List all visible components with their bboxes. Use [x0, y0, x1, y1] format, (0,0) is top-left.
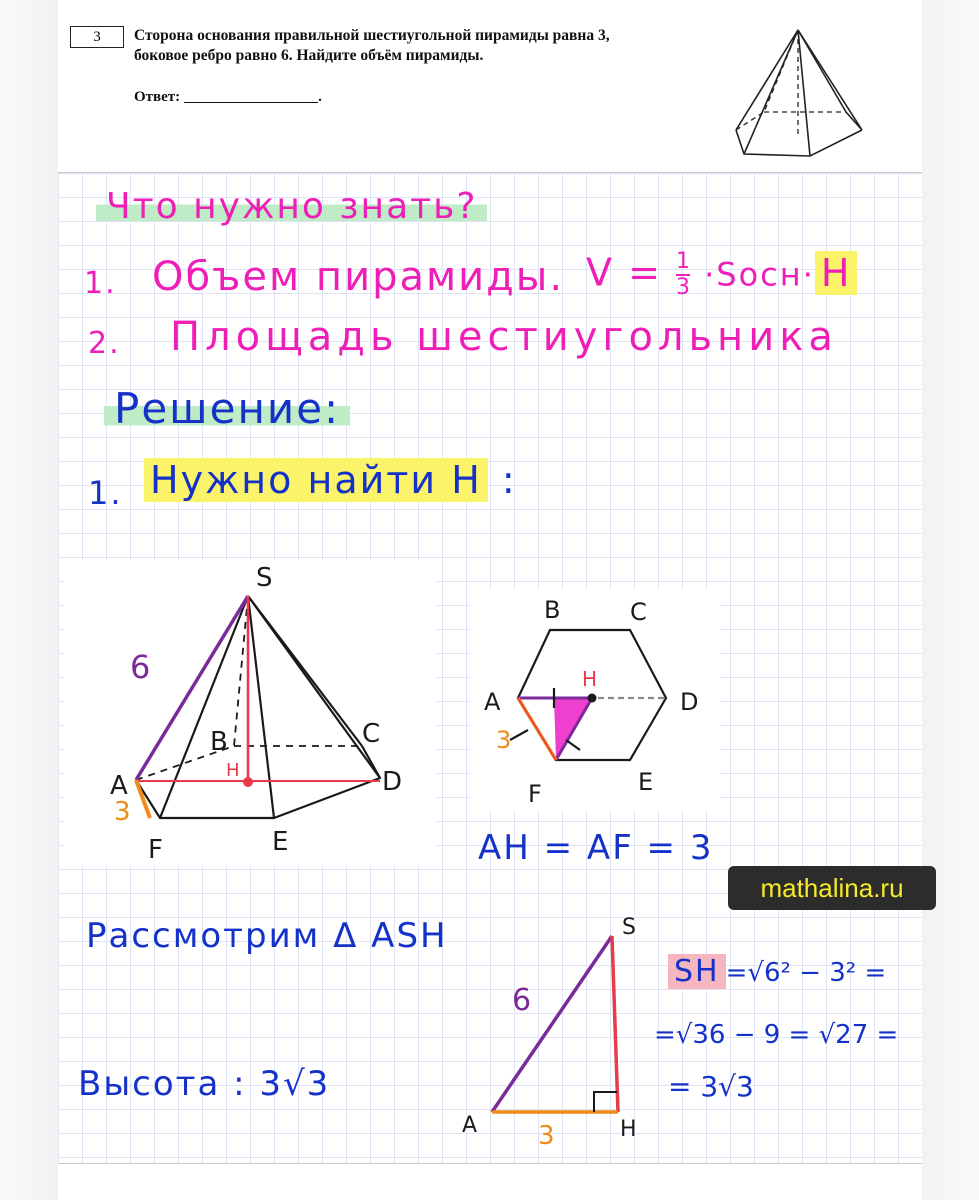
- consider-triangle-heading: Рассмотрим Δ ASH: [86, 916, 448, 956]
- label-s: S: [622, 915, 636, 940]
- formula-v: V =: [586, 250, 662, 295]
- formula-fraction: [676, 250, 690, 300]
- item-1-num: 1.: [84, 266, 117, 301]
- label-f: F: [528, 780, 542, 808]
- triangle-ash-diagram: [456, 906, 686, 1151]
- label-d: D: [382, 767, 403, 797]
- label-f: F: [148, 835, 163, 865]
- left-margin: [0, 0, 58, 1200]
- edge-length-label: 6: [130, 648, 151, 686]
- formula-h: H: [815, 251, 858, 295]
- task-pyramid-figure: [730, 26, 870, 161]
- answer-row: [134, 88, 322, 106]
- label-b: B: [544, 596, 561, 624]
- label-h: H: [620, 1117, 637, 1142]
- point-h: [243, 777, 253, 787]
- step-1-text: Нужно найти H :: [144, 458, 517, 502]
- label-a: A: [462, 1113, 478, 1138]
- need-to-know-heading: Что нужно знать?: [96, 186, 487, 227]
- formula-rest: ·Sосн·: [704, 255, 815, 294]
- calc-line-3: = 3√3: [668, 1070, 754, 1103]
- label-h: H: [226, 760, 240, 781]
- task-line-1: Сторона основания правильной шестиугольной пирамиды равна 3,: [134, 27, 610, 44]
- solution-heading: Решение:: [104, 384, 350, 433]
- fraction-denominator: 3: [676, 275, 691, 300]
- answer-label: Ответ:: [134, 89, 181, 105]
- fraction-numerator: 1: [676, 249, 691, 274]
- label-c: C: [362, 719, 381, 749]
- task-number: 3: [70, 26, 124, 48]
- right-margin: [922, 0, 979, 1200]
- height-result: Высота : 3√3: [78, 1064, 331, 1104]
- sh-label: SH: [668, 954, 726, 989]
- calc-line-1: [668, 954, 886, 989]
- label-d: D: [680, 688, 699, 716]
- pyramid-diagram: [64, 560, 436, 866]
- side-length-label: 3: [496, 726, 512, 754]
- equality-ah-af: AH = AF = 3: [478, 828, 714, 868]
- right-angle-mark: [594, 1092, 617, 1112]
- item-2-text: Площадь шестиугольника: [170, 314, 838, 360]
- hypotenuse-label: 6: [512, 983, 532, 1018]
- leg-sh: [612, 936, 618, 1112]
- hexagon-diagram: [470, 590, 720, 810]
- center-h: [588, 694, 597, 703]
- label-h: H: [582, 667, 598, 691]
- label-c: C: [630, 598, 647, 626]
- calc-line-2: =√36 − 9 = √27 =: [654, 1020, 899, 1050]
- label-s: S: [256, 563, 273, 593]
- label-b: B: [210, 727, 228, 757]
- step-1-num: 1.: [88, 474, 123, 512]
- item-1-text: Объем пирамиды.: [152, 254, 565, 300]
- task-statement: [134, 26, 694, 66]
- label-a: A: [484, 688, 501, 716]
- hypotenuse-as: [492, 936, 612, 1112]
- volume-formula: [586, 250, 857, 300]
- answer-tail: .: [318, 89, 322, 105]
- item-2-num: 2.: [88, 326, 121, 361]
- task-line-2: боковое ребро равно 6. Найдите объём пирамиды.: [134, 47, 484, 64]
- calc-1: =√6² − 3² =: [725, 958, 887, 988]
- label-e: E: [638, 768, 654, 796]
- label-e: E: [272, 827, 289, 857]
- base-label: 3: [538, 1121, 555, 1151]
- label-a: A: [110, 771, 128, 801]
- side-length-label: 3: [114, 797, 131, 827]
- answer-blank: [184, 88, 318, 103]
- site-logo: mathalina.ru: [728, 866, 936, 910]
